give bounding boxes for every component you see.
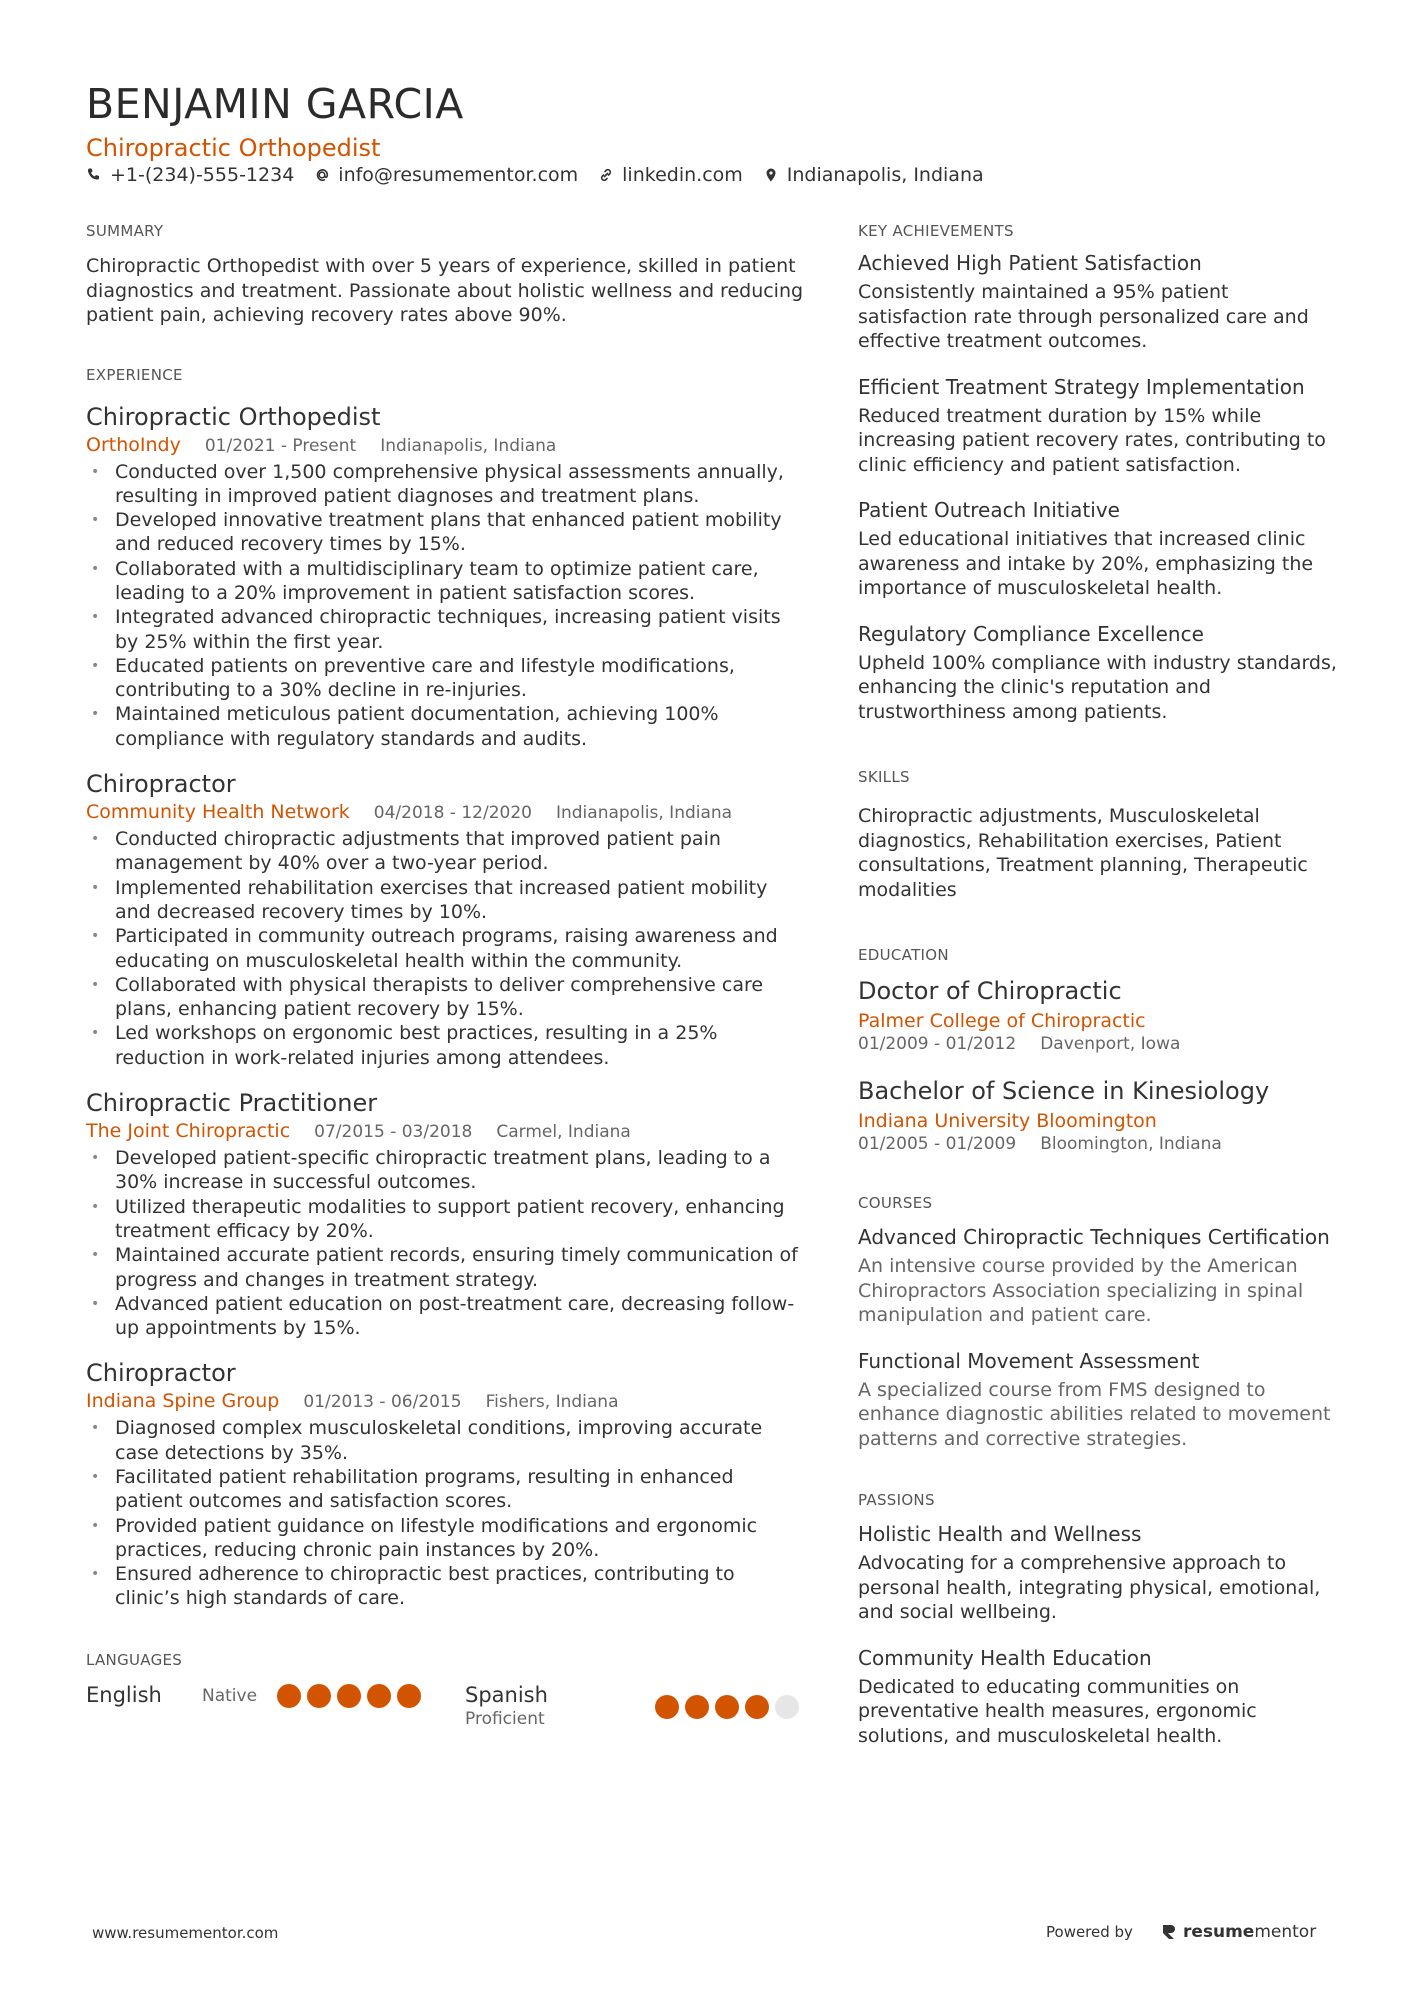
location-text: Indianapolis, Indiana [786,164,984,186]
job-entry [86,769,804,1070]
bullet-item: • Developed innovative treatment plans that enhanced patient mobility and reduced recovery times by 15%. [86,508,804,557]
passion-text: Dedicated to educating communities on preventative health measures, ergonomic solutions, and musculoskeletal health. [858,1675,1257,1747]
education-item [858,976,1338,1054]
achievement-title: Regulatory Compliance Excellence [858,621,1204,646]
education-dates: 01/2005 - 01/2009 [858,1134,1017,1154]
passion-item [858,1645,1338,1749]
bullet-item: • Collaborated with physical therapists to deliver comprehensive care plans, enhancing patient recovery by 15%. [86,973,804,1022]
company-name[interactable]: The Joint Chiropractic [86,1120,291,1143]
rating-dot-filled [277,1684,301,1708]
job-meta [86,1390,804,1412]
brand-bold: resume [1182,1922,1255,1942]
rating-dot-filled [397,1684,421,1708]
school-name[interactable]: Palmer College of Chiropractic [858,1010,1146,1032]
footer-url[interactable]: www.resumementor.com [92,1924,279,1942]
achievement-text: Reduced treatment duration by 15% while increasing patient recovery rates, contributing to clinic efficiency and patient satisfaction. [858,404,1326,476]
job-dates: 01/2021 - Present [204,435,357,456]
bullet-item: • Maintained meticulous patient documentation, achieving 100% compliance with regulatory standards and audits. [86,702,804,751]
location-pin-icon [763,167,779,183]
powered-by-label: Powered by [1046,1923,1133,1941]
rating-dot-filled [307,1684,331,1708]
contact-linkedin[interactable] [598,164,743,186]
powered-by [1046,1922,1316,1942]
language-item [465,1683,804,1729]
passion-item [858,1521,1338,1625]
achievement-title: Achieved High Patient Satisfaction [858,251,1202,275]
language-rating [277,1684,421,1708]
contact-bar [86,164,984,186]
job-entry [86,402,804,752]
course-title: Advanced Chiropractic Techniques Certification [858,1225,1330,1249]
job-meta [86,1120,804,1142]
job-bullets [86,1146,804,1340]
achievements-list [858,250,1338,724]
languages-heading: LANGUAGES [86,1650,183,1669]
education-list [858,976,1338,1154]
passion-title: Holistic Health and Wellness [858,1522,1142,1546]
rating-dot-empty [775,1695,799,1719]
bullet-item: • Ensured adherence to chiropractic best practices, contributing to clinic’s high standards of care. [86,1562,804,1611]
contact-location [763,164,984,186]
job-bullets [86,1416,804,1610]
skills-heading: SKILLS [858,768,910,786]
bullet-item: • Diagnosed complex musculoskeletal conditions, improving accurate case detections by 35%. [86,1416,804,1465]
job-meta [86,801,804,823]
bullet-item: • Maintained accurate patient records, ensuring timely communication of progress and changes in treatment strategy. [86,1243,804,1292]
language-item [86,1683,425,1729]
candidate-name: BENJAMIN GARCIA [86,80,464,128]
achievement-title: Patient Outreach Initiative [858,498,1120,522]
education-meta [858,1134,1338,1154]
company-name[interactable]: Community Health Network [86,801,350,824]
right-column [858,222,1338,1748]
phone-icon [86,167,102,183]
bullet-item: • Provided patient guidance on lifestyle modifications and ergonomic practices, reducing chronic pain instances by 20%. [86,1514,804,1563]
education-location: Davenport, Iowa [1040,1034,1181,1054]
language-rating [655,1695,799,1719]
job-title: Chiropractic Practitioner [86,1089,378,1118]
education-item [858,1076,1338,1154]
candidate-role: Chiropractic Orthopedist [86,134,381,162]
at-icon [314,167,330,183]
course-title: Functional Movement Assessment [858,1348,1200,1373]
courses-heading: COURSES [858,1194,933,1212]
job-title: Chiropractor [86,770,236,799]
job-dates: 01/2013 - 06/2015 [303,1392,462,1413]
bullet-item: • Advanced patient education on post-treatment care, decreasing follow-up appointments by 15%. [86,1292,804,1341]
rating-dot-filled [655,1695,679,1719]
bullet-item: • Utilized therapeutic modalities to support patient recovery, enhancing treatment efficacy by 20%. [86,1195,804,1244]
bullet-item: • Conducted chiropractic adjustments that improved patient pain management by 40% over a two-year period. [86,827,804,876]
passion-title: Community Health Education [858,1645,1152,1670]
achievement-item [858,621,1338,725]
job-meta [86,434,804,456]
experience-list [86,402,804,1611]
achievement-text: Consistently maintained a 95% patient satisfaction rate through personalized care and effective treatment outcomes. [858,281,1309,352]
experience-heading: EXPERIENCE [86,365,183,384]
achievement-title: Efficient Treatment Strategy Implementation [858,374,1305,399]
course-text: An intensive course provided by the American Chiropractors Association specializing in spinal manipulation and patient care. [858,1255,1304,1326]
course-item [858,1224,1338,1328]
achievement-item [858,374,1338,478]
language-name: English [86,1682,162,1707]
passions-heading: PASSIONS [858,1491,935,1509]
rating-dot-filled [367,1684,391,1708]
achievement-item [858,497,1338,601]
education-heading: EDUCATION [858,946,949,964]
left-column [86,222,804,1729]
job-dates: 04/2018 - 12/2020 [373,803,532,824]
courses-list [858,1224,1338,1451]
bullet-item: • Collaborated with a multidisciplinary team to optimize patient care, leading to a 20% improvement in patient satisfaction scores. [86,557,804,606]
summary-text: Chiropractic Orthopedist with over 5 years of experience, skilled in patient diagnostics and treatment. Passionate about holistic wellness and reducing patient pain, achieving recovery rates above 90%. [86,255,804,326]
rating-dot-filled [337,1684,361,1708]
company-name[interactable]: OrthoIndy [86,433,181,456]
company-name[interactable]: Indiana Spine Group [86,1390,280,1413]
achievement-text: Upheld 100% compliance with industry standards, enhancing the clinic's reputation and trustworthiness among patients. [858,651,1337,723]
bullet-item: • Educated patients on preventive care and lifestyle modifications, contributing to a 30% decline in re-injuries. [86,654,804,703]
language-name-wrap [465,1683,655,1729]
job-bullets [86,460,804,752]
course-item [858,1348,1338,1452]
job-location: Carmel, Indiana [496,1122,631,1143]
achievements-heading: KEY ACHIEVEMENTS [858,222,1014,240]
language-level: Native [202,1685,258,1706]
job-location: Indianapolis, Indiana [555,803,733,824]
contact-phone[interactable] [86,164,294,186]
bullet-item: • Led workshops on ergonomic best practices, resulting in a 25% reduction in work-related injuries among attendees. [86,1021,804,1070]
job-bullets [86,827,804,1070]
rating-dot-filled [685,1695,709,1719]
skills-text: Chiropractic adjustments, Musculoskeletal diagnostics, Rehabilitation exercises, Patient consultations, Treatment planning, Therapeutic modalities [858,805,1308,901]
job-dates: 07/2015 - 03/2018 [314,1122,473,1143]
job-location: Indianapolis, Indiana [380,435,557,456]
bullet-item: • Participated in community outreach programs, raising awareness and educating on musculoskeletal health within the community. [86,924,804,973]
education-location: Bloomington, Indiana [1040,1134,1222,1154]
language-name: Spanish [465,1682,548,1707]
bullet-item: • Conducted over 1,500 comprehensive physical assessments annually, resulting in improved patient diagnoses and treatment plans. [86,460,804,509]
job-title: Chiropractor [86,1359,236,1388]
passion-text: Advocating for a comprehensive approach to personal health, integrating physical, emotional, and social wellbeing. [858,1552,1321,1623]
school-name[interactable]: Indiana University Bloomington [858,1110,1157,1132]
achievement-text: Led educational initiatives that increased clinic awareness and intake by 20%, emphasizing the importance of musculoskeletal health. [858,528,1314,599]
job-entry [86,1358,804,1610]
degree: Bachelor of Science in Kinesiology [858,1077,1270,1105]
linkedin-text: linkedin.com [622,164,743,186]
bullet-item: • Integrated advanced chiropractic techniques, increasing patient visits by 25% within the first year. [86,605,804,654]
education-dates: 01/2009 - 01/2012 [858,1034,1017,1054]
phone-text: +1-(234)-555-1234 [110,164,295,186]
brand-logo[interactable] [1161,1922,1316,1942]
job-entry [86,1088,804,1340]
passions-list [858,1521,1338,1748]
resumementor-logo-icon [1161,1923,1177,1941]
email-text: info@resumementor.com [338,164,579,186]
bullet-item: • Developed patient-specific chiropractic treatment plans, leading to a 30% increase in successful outcomes. [86,1146,804,1195]
rating-dot-filled [745,1695,769,1719]
bullet-item: • Implemented rehabilitation exercises that increased patient mobility and decreased recovery times by 10%. [86,876,804,925]
brand-rest: mentor [1254,1922,1317,1942]
language-level: Proficient [465,1708,545,1729]
summary-heading: SUMMARY [86,222,164,240]
languages-list [86,1683,804,1729]
achievement-item [858,250,1338,354]
rating-dot-filled [715,1695,739,1719]
job-title: Chiropractic Orthopedist [86,402,381,431]
course-text: A specialized course from FMS designed to enhance diagnostic abilities related to movement patterns and corrective strategies. [858,1378,1331,1450]
job-location: Fishers, Indiana [485,1392,619,1413]
contact-email[interactable] [314,164,578,186]
link-icon [598,167,614,183]
degree: Doctor of Chiropractic [858,977,1122,1005]
education-meta [858,1034,1338,1054]
bullet-item: • Facilitated patient rehabilitation programs, resulting in enhanced patient outcomes and satisfaction scores. [86,1465,804,1514]
